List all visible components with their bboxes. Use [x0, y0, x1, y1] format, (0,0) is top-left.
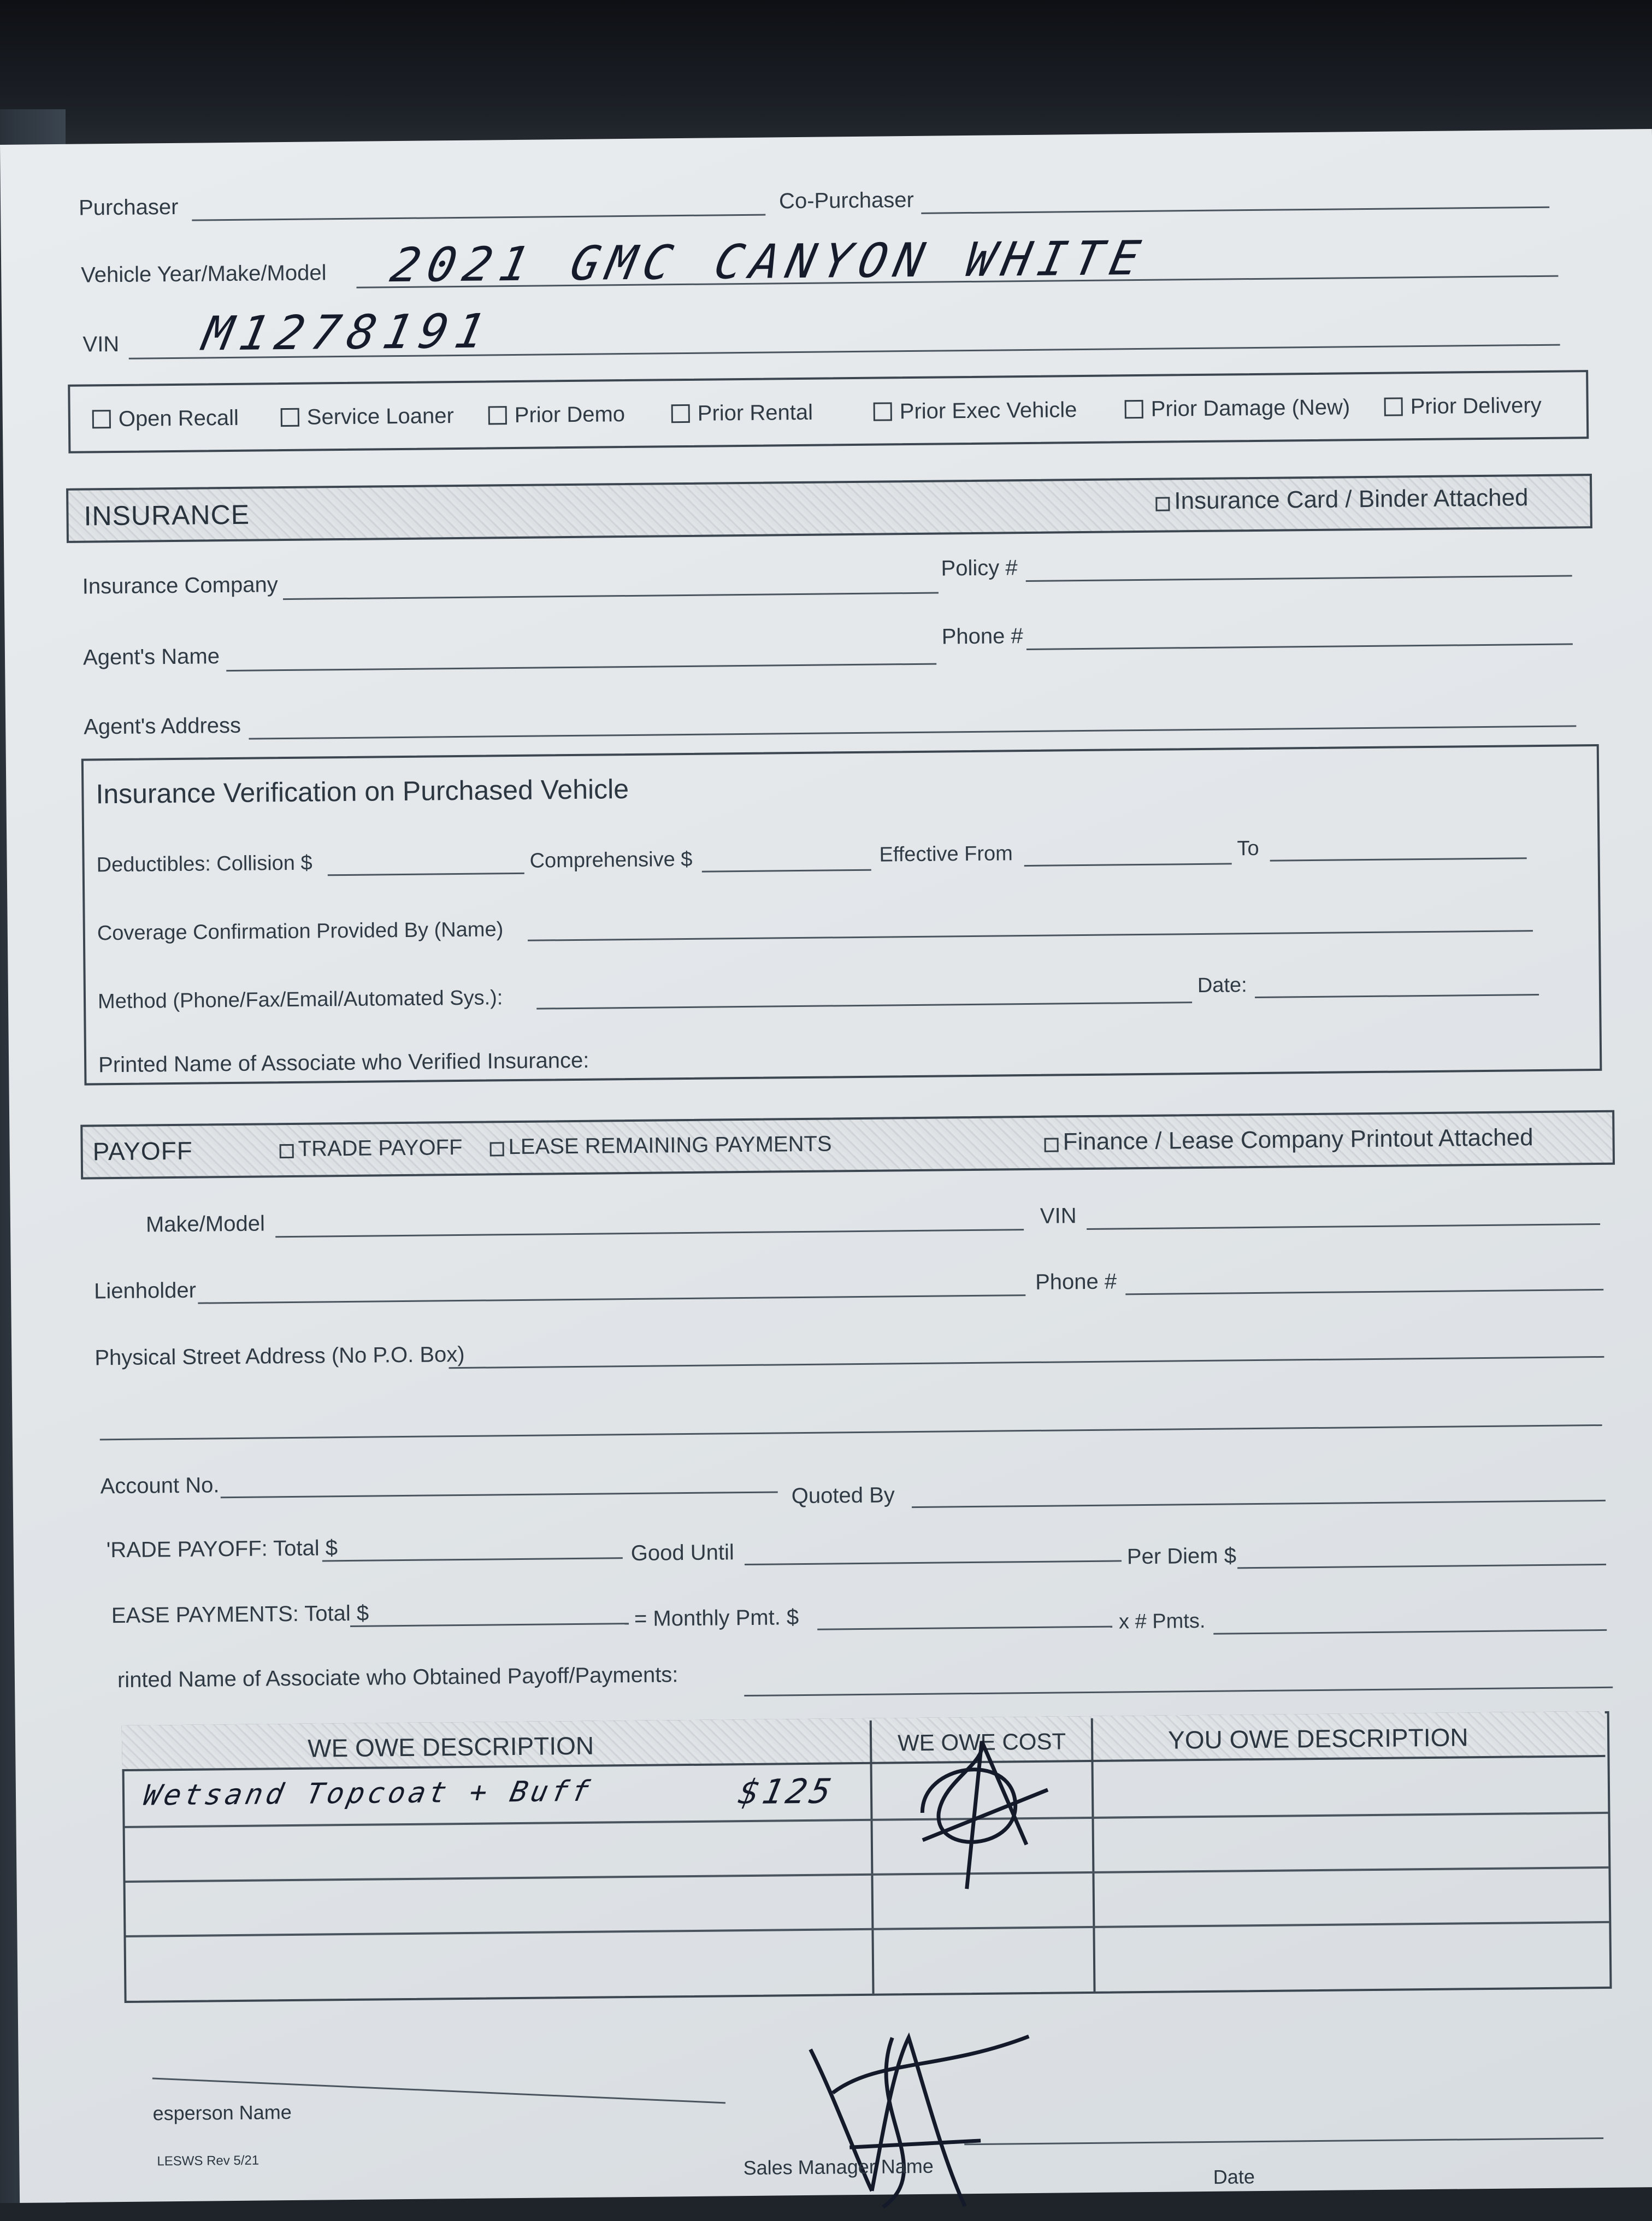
checkbox-open-recall[interactable] [92, 406, 239, 432]
checkbox-icon [1125, 400, 1143, 419]
monthly-payment-label: = Monthly Pmt. $ [634, 1605, 799, 1631]
verification-title: Insurance Verification on Purchased Vehicle [96, 774, 629, 810]
to-label: To [1237, 836, 1259, 861]
good-until-field[interactable] [745, 1560, 1122, 1565]
agent-name-label: Agent's Name [82, 644, 220, 670]
coverage-confirmation-label: Coverage Confirmation Provided By (Name) [97, 918, 504, 945]
trade-payoff-total-field[interactable] [322, 1557, 623, 1562]
insurance-section-header [66, 474, 1592, 543]
agent-name-field[interactable] [226, 663, 936, 671]
we-owe-description-header: WE OWE DESCRIPTION [307, 1731, 594, 1763]
num-payments-label: x # Pmts. [1118, 1609, 1206, 1634]
checkbox-prior-delivery[interactable] [1384, 393, 1542, 420]
co-purchaser-field[interactable] [921, 207, 1549, 214]
effective-from-field[interactable] [1024, 863, 1232, 867]
co-purchaser-label: Co-Purchaser [778, 187, 914, 214]
vehicle-handwritten-value: 2021 GMC CANYON WHITE [386, 231, 1152, 293]
checkbox-icon [490, 1142, 504, 1156]
verification-date-field[interactable] [1255, 994, 1539, 998]
physical-address-field[interactable] [449, 1356, 1604, 1369]
insurance-company-label: Insurance Company [82, 573, 278, 599]
payoff-vin-label: VIN [1040, 1204, 1077, 1228]
physical-address-label: Physical Street Address (No P.O. Box) [95, 1342, 465, 1370]
table-row-divider [126, 1921, 1609, 1937]
checkbox-icon [92, 410, 111, 428]
checkbox-prior-exec-vehicle[interactable] [874, 398, 1077, 425]
checkbox-prior-demo[interactable] [488, 402, 626, 428]
coverage-confirmation-field[interactable] [528, 930, 1533, 941]
checkbox-lease-remaining[interactable] [489, 1132, 831, 1159]
account-no-label: Account No. [100, 1473, 220, 1499]
monthly-payment-field[interactable] [817, 1626, 1112, 1630]
purchaser-label: Purchaser [78, 195, 179, 220]
per-diem-field[interactable] [1237, 1564, 1606, 1569]
we-owe-row-description: Wetsand Topcoat + Buff [140, 1775, 595, 1812]
we-owe-row-amount: $125 [735, 1771, 838, 1812]
open-recall-label: Open Recall [118, 405, 239, 431]
lienholder-phone-field[interactable] [1125, 1289, 1603, 1295]
lease-payments-total-label: EASE PAYMENTS: Total $ [111, 1601, 369, 1628]
lease-remaining-label: LEASE REMAINING PAYMENTS [508, 1132, 832, 1159]
prior-rental-label: Prior Rental [697, 400, 813, 426]
trade-payoff-total-label: 'RADE PAYOFF: Total $ [106, 1536, 338, 1563]
salesperson-label: esperson Name [152, 2101, 292, 2125]
insurance-card-label: Insurance Card / Binder Attached [1174, 484, 1529, 515]
printout-attached-label: Finance / Lease Company Printout Attached [1063, 1124, 1533, 1156]
collision-deductible-field[interactable] [328, 873, 524, 876]
checkbox-insurance-card-attached[interactable] [1155, 484, 1529, 515]
insurance-verification-box [81, 744, 1602, 1086]
lienholder-label: Lienholder [93, 1278, 197, 1304]
checkbox-prior-rental[interactable] [671, 400, 813, 426]
quoted-by-label: Quoted By [791, 1483, 895, 1509]
comprehensive-label: Comprehensive $ [529, 847, 693, 873]
agent-phone-field[interactable] [1026, 643, 1573, 650]
sales-manager-label: Sales Manager Name [743, 2154, 934, 2179]
payoff-vin-field[interactable] [1087, 1223, 1600, 1230]
table-row-divider [126, 1866, 1609, 1883]
physical-address-field-line-2[interactable] [100, 1424, 1602, 1440]
form-code: LESWS Rev 5/21 [157, 2153, 259, 2169]
prior-damage-label: Prior Damage (New) [1150, 395, 1350, 421]
trade-payoff-label: TRADE PAYOFF [298, 1135, 463, 1161]
checkbox-icon [1384, 397, 1403, 416]
payoff-section-header [80, 1110, 1615, 1180]
payoff-make-model-field[interactable] [275, 1229, 1024, 1238]
vehicle-delivery-form [0, 129, 1652, 2203]
verification-date-label: Date: [1197, 974, 1247, 998]
checkbox-service-loaner[interactable] [281, 404, 454, 430]
vehicle-conditions-box [68, 370, 1589, 453]
checkbox-prior-damage-new[interactable] [1125, 395, 1350, 422]
prior-delivery-label: Prior Delivery [1410, 393, 1542, 419]
sales-manager-signature-icon [799, 2025, 1041, 2213]
lease-payments-total-field[interactable] [350, 1623, 629, 1627]
policy-field[interactable] [1026, 575, 1572, 582]
agent-address-label: Agent's Address [84, 713, 241, 739]
vin-handwritten-value: M1278191 [198, 304, 497, 362]
method-field[interactable] [536, 1001, 1192, 1010]
sales-manager-signature-line[interactable] [964, 2137, 1603, 2145]
agent-address-field[interactable] [249, 725, 1576, 739]
checkbox-trade-payoff[interactable] [279, 1135, 462, 1162]
service-loaner-label: Service Loaner [306, 404, 455, 429]
checkbox-icon [488, 406, 507, 425]
checkbox-printout-attached[interactable] [1044, 1124, 1533, 1156]
insurance-company-field[interactable] [283, 592, 939, 600]
we-owe-cost-header: WE OWE COST [897, 1728, 1066, 1756]
effective-from-label: Effective From [879, 842, 1013, 867]
payoff-title: PAYOFF [92, 1136, 193, 1166]
checkbox-icon [281, 408, 299, 427]
good-until-label: Good Until [630, 1540, 734, 1566]
checkbox-icon [1155, 497, 1170, 511]
lienholder-phone-label: Phone # [1035, 1269, 1117, 1294]
lienholder-field[interactable] [198, 1294, 1025, 1304]
footer-date-label: Date [1213, 2165, 1255, 2188]
table-row-divider [125, 1812, 1608, 1828]
checkbox-icon [1045, 1138, 1059, 1152]
payoff-associate-field[interactable] [744, 1687, 1613, 1696]
verified-by-label: Printed Name of Associate who Verified Insurance: [98, 1048, 589, 1077]
vin-label: VIN [82, 332, 120, 357]
checkbox-icon [874, 402, 892, 421]
we-owe-table [122, 1711, 1612, 2003]
you-owe-description-header: YOU OWE DESCRIPTION [1167, 1723, 1468, 1754]
initials-signature-icon [897, 1728, 1066, 1895]
num-payments-field[interactable] [1213, 1629, 1607, 1635]
comprehensive-field[interactable] [702, 869, 871, 873]
per-diem-label: Per Diem $ [1126, 1543, 1237, 1569]
prior-exec-vehicle-label: Prior Exec Vehicle [899, 398, 1077, 424]
account-no-field[interactable] [221, 1491, 778, 1498]
we-owe-table-header [122, 1711, 1606, 1771]
insurance-title: INSURANCE [84, 499, 250, 532]
method-label: Method (Phone/Fax/Email/Automated Sys.): [97, 986, 503, 1014]
collision-deductible-label: Deductibles: Collision $ [96, 851, 312, 877]
payoff-associate-label: rinted Name of Associate who Obtained Payoff/Payments: [117, 1663, 678, 1693]
prior-demo-label: Prior Demo [514, 402, 626, 427]
agent-phone-label: Phone # [941, 624, 1023, 649]
quoted-by-field[interactable] [912, 1500, 1606, 1508]
vehicle-label: Vehicle Year/Make/Model [81, 261, 327, 287]
salesperson-signature-line[interactable] [152, 2077, 725, 2104]
payoff-make-model-label: Make/Model [145, 1211, 266, 1237]
checkbox-icon [280, 1144, 294, 1158]
purchaser-field[interactable] [192, 214, 765, 221]
checkbox-icon [671, 404, 690, 423]
policy-label: Policy # [941, 556, 1018, 581]
to-field[interactable] [1270, 857, 1527, 862]
